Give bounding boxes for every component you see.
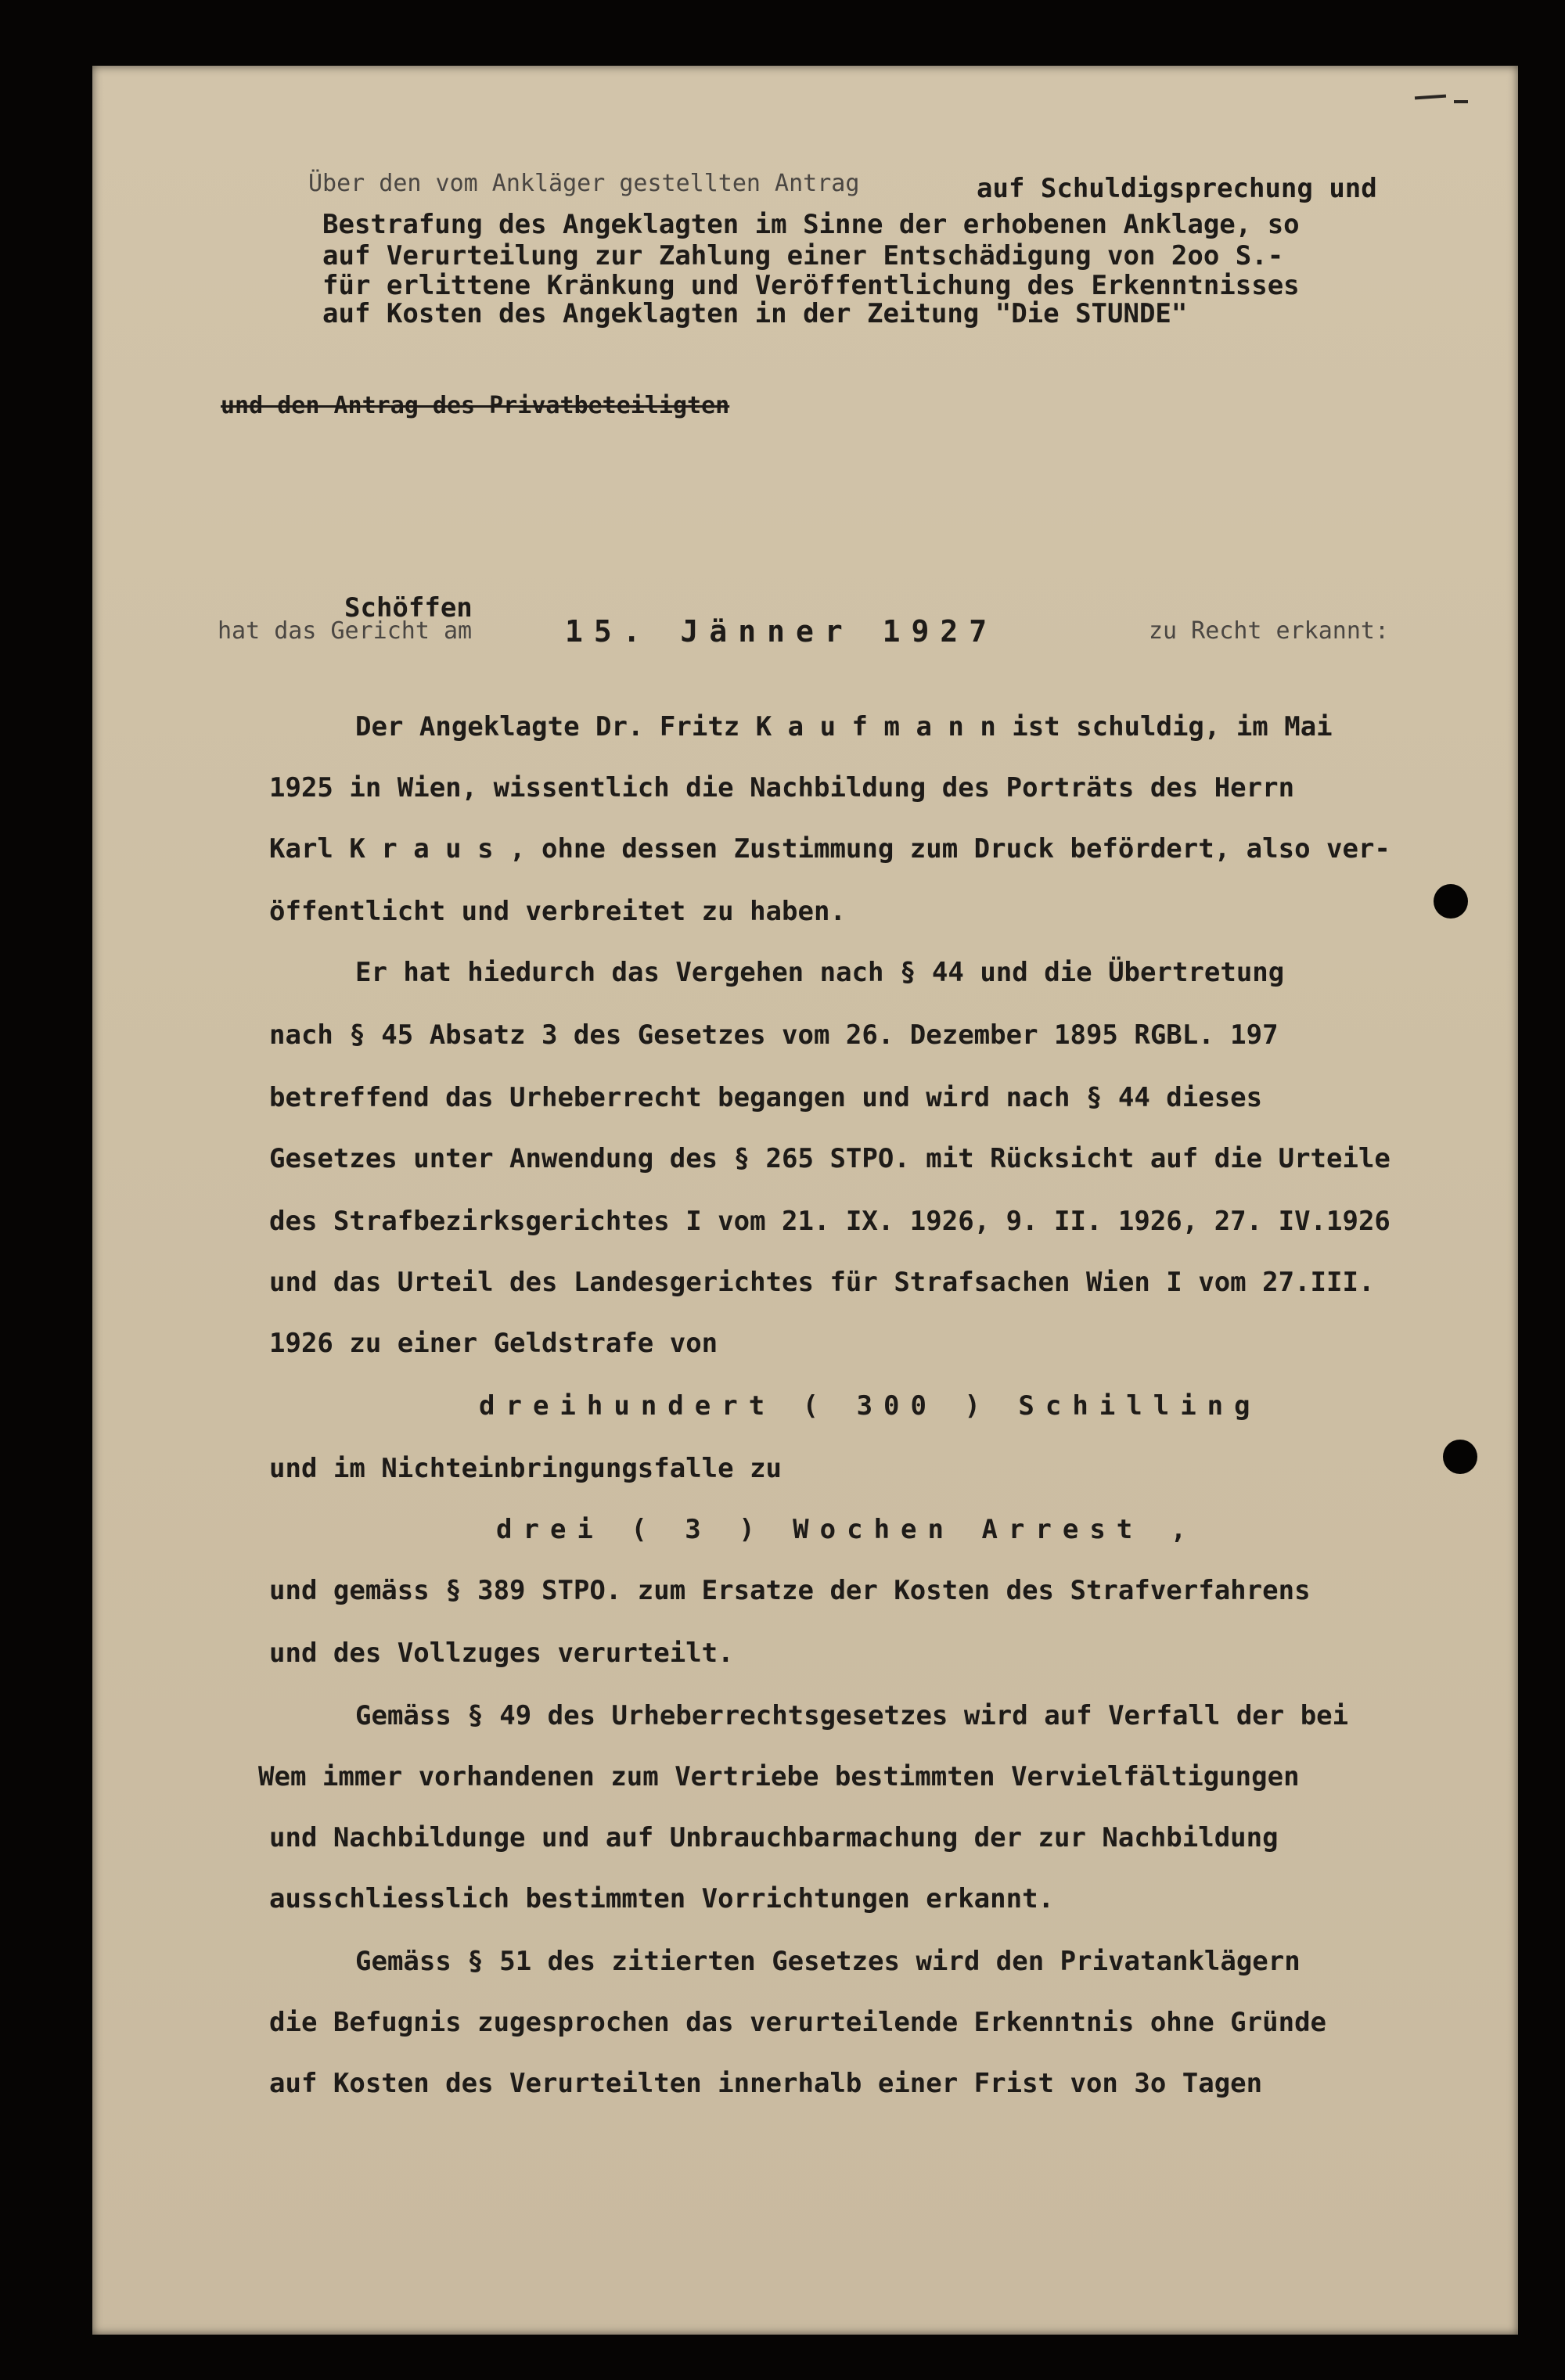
handwritten-insert: Schöffen	[344, 592, 473, 624]
body-line: und das Urteil des Landesgerichtes für Strafsachen Wien I vom 27.III.	[269, 1267, 1375, 1298]
body-line: und Nachbildunge und auf Unbrauchbarmachung der zur Nachbildung	[269, 1822, 1279, 1853]
header-line: Über den vom Ankläger gestellten Antrag	[308, 170, 860, 197]
body-line: ausschliesslich bestimmten Vorrichtungen erkannt.	[269, 1883, 1055, 1914]
header-line: auf Verurteilung zur Zahlung einer Entschädigung von 2oo S.-	[322, 240, 1284, 271]
body-line: und des Vollzuges verurteilt.	[269, 1638, 734, 1669]
body-line: und im Nichteinbringungsfalle zu	[269, 1453, 782, 1484]
body-line: des Strafbezirksgerichtes I vom 21. IX. 1926, 9. II. 1926, 27. IV.1926	[269, 1206, 1391, 1237]
header-line: auf Kosten des Angeklagten in der Zeitung "Die STUNDE"	[322, 298, 1188, 329]
header-line: Bestrafung des Angeklagten im Sinne der erhobenen Anklage, so	[322, 209, 1300, 240]
struck-out-line: und den Antrag des Privatbeteiligten	[221, 392, 730, 419]
header-line: für erlittene Kränkung und Veröffentlichung des Erkenntnisses	[322, 270, 1300, 301]
body-line: öffentlicht und verbreitet zu haben.	[269, 896, 846, 927]
body-line: auf Kosten des Verurteilten innerhalb einer Frist von 3o Tagen	[269, 2068, 1263, 2099]
judgment-date: 15. Jänner 1927	[565, 614, 998, 649]
header-line: auf Schuldigsprechung und	[977, 173, 1377, 204]
court-suffix: zu Recht erkannt:	[1149, 617, 1390, 645]
body-line: 1925 in Wien, wissentlich die Nachbildung des Porträts des Herrn	[269, 772, 1295, 804]
page-corner-mark	[1415, 95, 1446, 100]
body-line: Gemäss § 51 des zitierten Gesetzes wird den Privatanklägern	[355, 1946, 1301, 1977]
punch-hole	[1434, 884, 1468, 919]
body-line: 1926 zu einer Geldstrafe von	[269, 1328, 718, 1359]
body-line: Er hat hiedurch das Vergehen nach § 44 und die Übertretung	[355, 957, 1285, 988]
body-line: betreffend das Urheberrecht begangen und wird nach § 44 dieses	[269, 1082, 1263, 1113]
body-line: Der Angeklagte Dr. Fritz K a u f m a n n ist schuldig, im Mai	[355, 711, 1333, 742]
body-line: Gesetzes unter Anwendung des § 265 STPO. mit Rücksicht auf die Urteile	[269, 1143, 1391, 1174]
page-corner-mark	[1454, 100, 1468, 103]
body-line: Gemäss § 49 des Urheberrechtsgesetzes wird auf Verfall der bei	[355, 1700, 1349, 1731]
body-line: die Befugnis zugesprochen das verurteilende Erkenntnis ohne Gründe	[269, 2007, 1327, 2038]
arrest-term: drei ( 3 ) Wochen Arrest ,	[496, 1514, 1198, 1545]
court-prefix: hat das Gericht am	[218, 617, 473, 645]
body-line: Wem immer vorhandenen zum Vertriebe bestimmten Vervielfältigungen	[258, 1761, 1300, 1792]
body-line: und gemäss § 389 STPO. zum Ersatze der Kosten des Strafverfahrens	[269, 1575, 1311, 1606]
punch-hole	[1443, 1440, 1477, 1474]
body-line: nach § 45 Absatz 3 des Gesetzes vom 26. Dezember 1895 RGBL. 197	[269, 1019, 1279, 1051]
document-page	[92, 66, 1518, 2335]
fine-amount: dreihundert ( 300 ) Schilling	[479, 1390, 1261, 1422]
body-line: Karl K r a u s , ohne dessen Zustimmung zum Druck befördert, also ver-	[269, 833, 1391, 865]
